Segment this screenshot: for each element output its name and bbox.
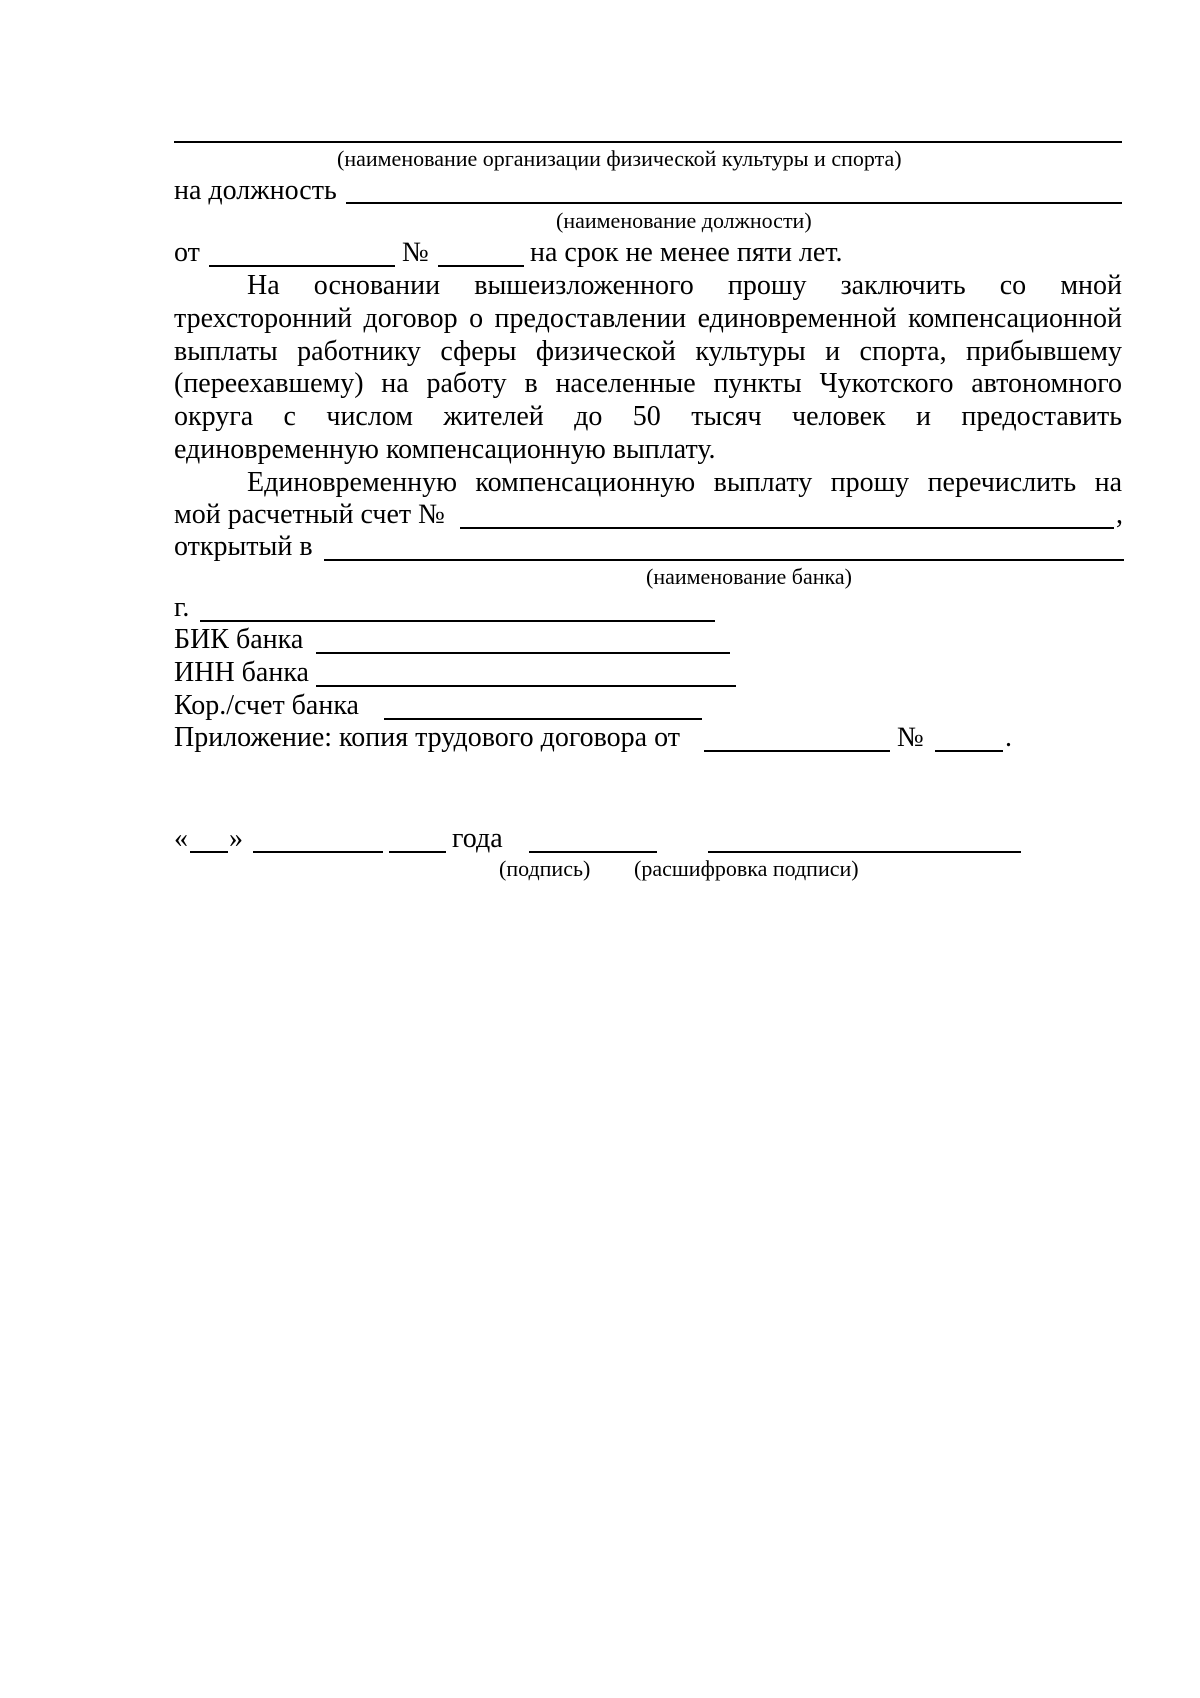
attachment-label: Приложение: копия трудового договора от bbox=[174, 722, 680, 753]
signature-decode-caption: (расшифровка подписи) bbox=[634, 856, 859, 881]
signature-decode-line[interactable] bbox=[708, 851, 1021, 853]
signature-caption: (подпись) bbox=[499, 856, 591, 881]
bank-caption: (наименование банка) bbox=[646, 564, 852, 589]
position-caption: (наименование должности) bbox=[556, 208, 812, 233]
date-close-quote: » bbox=[229, 823, 243, 854]
bik-line[interactable] bbox=[316, 652, 730, 654]
position-label: на должность bbox=[174, 175, 337, 206]
account-comma: , bbox=[1116, 499, 1123, 530]
attachment-number-sign: № bbox=[897, 722, 924, 753]
bik-label: БИК банка bbox=[174, 624, 304, 655]
paragraph1-line1: На основании вышеизложенного прошу заключить со мной bbox=[247, 270, 1122, 301]
bank-opened-label: открытый в bbox=[174, 531, 313, 562]
inn-line[interactable] bbox=[316, 685, 736, 687]
date-open-quote: « bbox=[174, 823, 188, 854]
org-name-caption: (наименование организации физической культуры и спорта) bbox=[337, 146, 902, 171]
paragraph1-line2: трехсторонний договор о предоставлении единовременной компенсационной bbox=[174, 303, 1122, 334]
date-day-line[interactable] bbox=[190, 851, 228, 853]
contract-number-line[interactable] bbox=[438, 265, 524, 267]
inn-label: ИНН банка bbox=[174, 657, 309, 688]
date-month-line[interactable] bbox=[253, 851, 383, 853]
account-label: мой расчетный счет № bbox=[174, 499, 445, 530]
corr-account-label: Кор./счет банка bbox=[174, 690, 359, 721]
paragraph1-line5: округа с числом жителей до 50 тысяч человек и предоставить bbox=[174, 401, 1122, 432]
corr-account-line[interactable] bbox=[384, 718, 702, 720]
contract-term-text: на срок не менее пяти лет. bbox=[530, 237, 843, 268]
attachment-date-line[interactable] bbox=[704, 750, 890, 752]
city-line[interactable] bbox=[200, 620, 715, 622]
contract-from-label: от bbox=[174, 237, 200, 268]
contract-number-sign: № bbox=[402, 237, 429, 268]
year-word: года bbox=[452, 823, 503, 854]
paragraph1-last-line: единовременную компенсационную выплату. bbox=[174, 434, 716, 465]
contract-date-line[interactable] bbox=[209, 265, 395, 267]
attachment-end-dot: . bbox=[1005, 722, 1012, 753]
bank-name-line[interactable] bbox=[324, 559, 1124, 561]
date-year-line[interactable] bbox=[389, 851, 446, 853]
position-line[interactable] bbox=[346, 202, 1122, 204]
paragraph1-line3: выплаты работнику сферы физической культуры и спорта, прибывшему bbox=[174, 336, 1122, 367]
paragraph1-line4: (переехавшему) на работу в населенные пункты Чукотского автономного bbox=[174, 368, 1122, 399]
account-number-line[interactable] bbox=[460, 527, 1114, 529]
signature-line[interactable] bbox=[529, 851, 657, 853]
attachment-number-line[interactable] bbox=[935, 750, 1003, 752]
city-label: г. bbox=[174, 592, 190, 623]
paragraph2-line1: Единовременную компенсационную выплату прошу перечислить на bbox=[247, 467, 1122, 498]
org-name-line[interactable] bbox=[174, 141, 1122, 143]
